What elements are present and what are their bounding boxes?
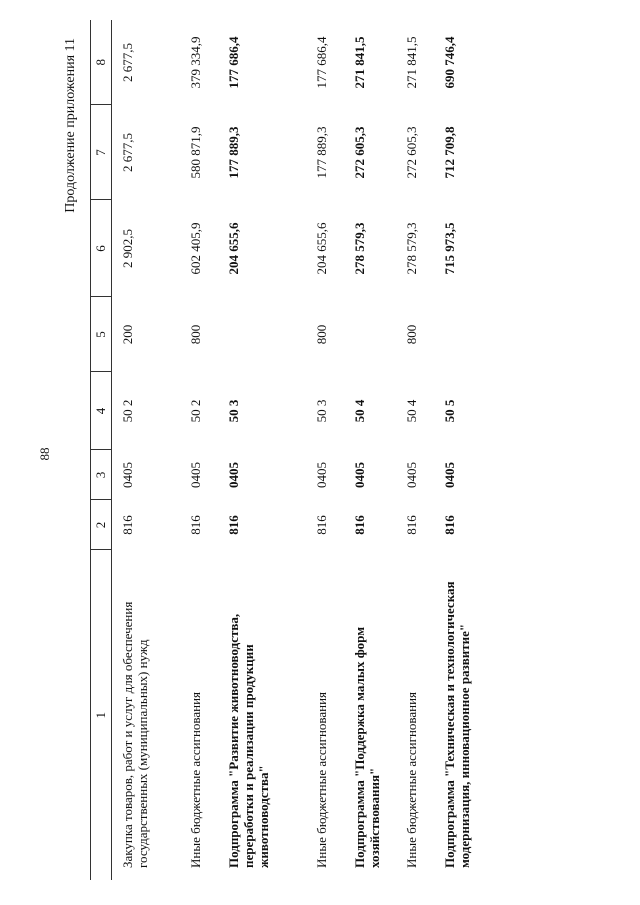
row-section-code: 0405 — [442, 462, 457, 488]
header-col-4: 4 — [91, 372, 112, 450]
row-expense-type: 200 — [120, 324, 135, 345]
row-value-col-7: 272 605,3 — [352, 126, 367, 179]
row-section-code: 0405 — [404, 462, 419, 488]
row-program-code: 50 2 — [188, 399, 203, 423]
row-program-code: 50 4 — [404, 399, 419, 423]
row-section-code: 0405 — [226, 462, 241, 488]
row-value-col-7: 580 871,9 — [188, 126, 203, 179]
row-value-col-6: 278 579,3 — [352, 222, 367, 275]
row-program-code: 50 4 — [352, 399, 367, 423]
row-value-col-6: 715 973,5 — [442, 222, 457, 275]
row-name: Иные бюджетные ассигнования — [404, 691, 419, 868]
row-value-col-7: 712 709,8 — [442, 126, 457, 179]
row-program-code: 50 5 — [442, 399, 457, 423]
header-col-2: 2 — [91, 500, 112, 550]
row-value-col-8: 690 746,4 — [442, 36, 457, 89]
row-value-col-8: 379 334,9 — [188, 36, 203, 89]
row-value-col-8: 2 677,5 — [120, 43, 135, 82]
row-program-code: 50 3 — [226, 399, 241, 423]
table-row-subprogram — [344, 20, 396, 880]
table-header-row — [91, 20, 112, 880]
row-expense-type — [218, 297, 306, 372]
row-value-col-7: 272 605,3 — [404, 126, 419, 179]
row-name: Подпрограмма "Развитие животноводства, переработки и реализации продукции животноводства" — [226, 613, 271, 868]
row-value-col-7: 2 677,5 — [120, 133, 135, 172]
table-row-subprogram — [218, 20, 306, 880]
row-program-code: 50 2 — [120, 399, 135, 423]
row-value-col-8: 271 841,5 — [352, 36, 367, 89]
row-admin-code: 816 — [188, 515, 203, 535]
row-expense-type: 800 — [188, 324, 203, 345]
row-name: Закупка товаров, работ и услуг для обеспечения государственных (муниципальных) нужд — [120, 601, 150, 868]
row-section-code: 0405 — [352, 462, 367, 488]
row-name: Подпрограмма "Техническая и технологическая модернизация, инновационное развитие" — [442, 581, 472, 868]
row-value-col-8: 177 686,4 — [314, 36, 329, 89]
header-col-6: 6 — [91, 200, 112, 297]
row-value-col-6: 204 655,6 — [314, 222, 329, 275]
row-value-col-8: 177 686,4 — [226, 36, 241, 89]
table-row — [180, 20, 218, 880]
row-value-col-7: 177 889,3 — [314, 126, 329, 179]
row-value-col-8: 271 841,5 — [404, 36, 419, 89]
header-col-1: 1 — [91, 550, 112, 880]
page-number: 88 — [37, 447, 52, 461]
row-admin-code: 816 — [352, 515, 367, 535]
row-expense-type: 800 — [314, 324, 329, 345]
row-value-col-6: 278 579,3 — [404, 222, 419, 275]
appendix-continuation-note: Продолжение приложения 11 — [63, 38, 78, 213]
row-value-col-7: 177 889,3 — [226, 126, 241, 179]
header-col-3: 3 — [91, 450, 112, 500]
row-admin-code: 816 — [226, 515, 241, 535]
table-row — [112, 20, 181, 880]
row-admin-code: 816 — [120, 515, 135, 535]
row-admin-code: 816 — [442, 515, 457, 535]
row-admin-code: 816 — [404, 515, 419, 535]
row-expense-type — [434, 297, 502, 372]
header-col-8: 8 — [91, 20, 112, 105]
header-col-7: 7 — [91, 105, 112, 200]
header-col-5: 5 — [91, 297, 112, 372]
rotated-page-content — [62, 20, 582, 880]
row-name: Иные бюджетные ассигнования — [314, 691, 329, 868]
budget-table — [90, 20, 502, 880]
row-value-col-6: 602 405,9 — [188, 222, 203, 275]
table-row — [396, 20, 434, 880]
row-expense-type: 800 — [404, 324, 419, 345]
row-expense-type — [344, 297, 396, 372]
table-row — [306, 20, 344, 880]
row-name: Иные бюджетные ассигнования — [188, 691, 203, 868]
row-admin-code: 816 — [314, 515, 329, 535]
table-row-subprogram — [434, 20, 502, 880]
row-section-code: 0405 — [120, 462, 135, 488]
row-value-col-6: 204 655,6 — [226, 222, 241, 275]
row-section-code: 0405 — [188, 462, 203, 488]
row-program-code: 50 3 — [314, 399, 329, 423]
row-value-col-6: 2 902,5 — [120, 229, 135, 268]
row-name: Подпрограмма "Поддержка малых форм хозяйствования" — [352, 626, 382, 868]
row-section-code: 0405 — [314, 462, 329, 488]
